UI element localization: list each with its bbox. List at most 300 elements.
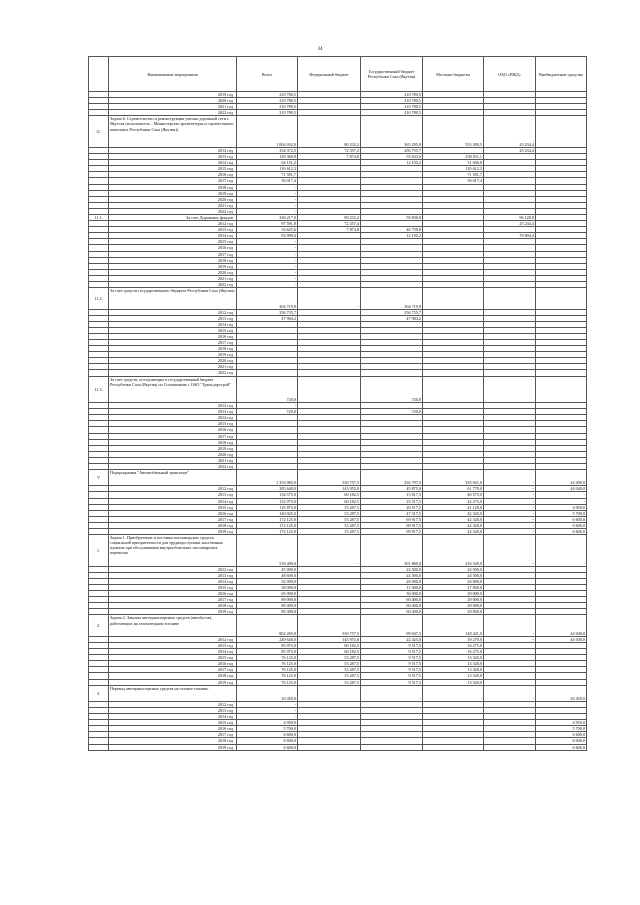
value-cell: 47 984,2 — [237, 315, 298, 321]
value-cell: 143 955,0 — [298, 486, 361, 492]
value-cell: 9 517,5 — [361, 661, 423, 667]
row-label-cell: 2014 год — [109, 498, 237, 504]
value-cell: 7 874,8 — [298, 227, 361, 233]
value-cell: 354 372,5 — [237, 147, 298, 153]
row-label-cell: 2021 год — [109, 364, 237, 370]
header-cell: Федеральный бюджет — [298, 57, 361, 92]
row-label-cell: 2019 год — [109, 744, 237, 750]
value-cell: 69 917,5 — [361, 529, 423, 535]
value-cell: 22 500,0 — [361, 566, 423, 572]
value-cell: 533 289,5 — [423, 116, 484, 148]
value-cell: 119 875,0 — [237, 504, 298, 510]
value-cell: 11 000,0 — [361, 585, 423, 591]
row-label-cell: 2013 год — [109, 409, 237, 415]
value-cell: 720,0 — [361, 409, 423, 415]
value-cell: 72 357,4 — [298, 147, 361, 153]
value-cell: - — [237, 282, 298, 288]
value-cell: 89 000,0 — [237, 597, 298, 603]
table-row — [89, 744, 587, 750]
row-label-cell: 2017 год — [109, 339, 237, 345]
value-cell: 29 000,0 — [423, 609, 484, 615]
value-cell: - — [237, 196, 298, 202]
value-cell: 518 400,0 — [237, 535, 298, 567]
row-label-cell: Подпрограмма "Автомобильный транспорт" — [109, 470, 237, 486]
row-label-cell: 2021 год — [109, 104, 237, 110]
value-cell: 85 975,0 — [237, 642, 298, 648]
row-label-cell: 2018 год — [109, 673, 237, 679]
row-label-cell: 2016 год — [109, 591, 237, 597]
value-cell: 9 517,5 — [361, 673, 423, 679]
value-cell: - — [237, 208, 298, 214]
value-cell: 1 353 065,0 — [237, 470, 298, 486]
value-cell: 13 320,0 — [423, 661, 484, 667]
value-cell: 9 517,5 — [361, 679, 423, 685]
row-label-cell: 2015 год — [109, 421, 237, 427]
value-cell: 60 182,5 — [298, 649, 361, 655]
value-cell: 230 011,1 — [423, 154, 484, 160]
value-cell: 6 600,0 — [536, 744, 587, 750]
row-label-cell: 2019 год — [109, 263, 237, 269]
row-label-cell: 2020 год — [109, 451, 237, 457]
value-cell: 42 320,0 — [423, 522, 484, 528]
value-cell: 96 128,8 — [484, 215, 536, 221]
header-cell: Внебюджетные средства — [536, 57, 587, 92]
row-label-cell: 2022 год — [109, 110, 237, 116]
value-cell: 59 836,0 — [361, 215, 423, 221]
row-label-cell: 2012 год — [109, 566, 237, 572]
value-cell: 53 287,5 — [298, 516, 361, 522]
value-cell: - — [484, 504, 536, 510]
row-label-cell: 2015 год — [109, 585, 237, 591]
value-cell: 210 780,5 — [361, 98, 423, 104]
value-cell: - — [484, 636, 536, 642]
value-cell: 210 780,5 — [237, 92, 298, 98]
value-cell: - — [536, 492, 587, 498]
row-label-cell: 2015 год — [109, 327, 237, 333]
header-cell: Государственный бюджет Республики Саха (Якутия) — [361, 57, 423, 92]
row-label-cell: 2021 год — [109, 275, 237, 281]
value-cell: 130 360,9 — [237, 154, 298, 160]
value-cell: 210 780,5 — [361, 110, 423, 116]
value-cell: - — [484, 470, 536, 486]
row-label-cell: 2016 год — [109, 427, 237, 433]
value-cell: 60 182,5 — [298, 642, 361, 648]
row-label-cell: За счет средств, поступающих в государственный бюджет Республики Саха (Якутия) по Соглашению с ОАО "Трансдорстрой" — [109, 376, 237, 403]
row-label-cell: Перевод автотранспортных средств на газовое топливо — [109, 685, 237, 701]
value-cell: 143 955,0 — [298, 636, 361, 642]
value-cell: - — [361, 685, 423, 701]
value-cell: 24 490,0 — [536, 470, 587, 486]
value-cell: 44 040,0 — [536, 636, 587, 642]
row-label-cell: 2022 год — [109, 282, 237, 288]
value-cell: 53 287,5 — [298, 510, 361, 516]
value-cell: 25 234,4 — [484, 221, 536, 227]
value-cell: 44 040,0 — [536, 486, 587, 492]
value-cell: 80 232,2 — [298, 215, 361, 221]
value-cell: 720,0 — [361, 376, 423, 403]
value-cell: 6 600,0 — [536, 732, 587, 738]
row-label-cell: 2017 год — [109, 732, 237, 738]
value-cell: - — [237, 190, 298, 196]
value-cell: 13 817,5 — [361, 492, 423, 498]
value-cell: - — [484, 498, 536, 504]
value-cell: 25 234,4 — [484, 147, 536, 153]
value-cell: 69 917,5 — [361, 522, 423, 528]
row-label-cell: 2019 год — [109, 92, 237, 98]
value-cell: 60 400,0 — [361, 597, 423, 603]
value-cell: 56 017,4 — [237, 178, 298, 184]
value-cell: 720,0 — [237, 376, 298, 403]
value-cell: 29 000,0 — [423, 603, 484, 609]
row-label-cell: Задача 2. Закупка автотранспортных средств (автобусов), работающих на газомоторном топливе — [109, 615, 237, 636]
financing-table — [88, 56, 587, 751]
value-cell: 72 357,4 — [298, 221, 361, 227]
row-label-cell: 2017 год — [109, 251, 237, 257]
row-label-cell: 2014 год — [109, 160, 237, 166]
value-cell: 4 950,0 — [536, 504, 587, 510]
row-label-cell: 2018 год — [109, 603, 237, 609]
value-cell: - — [484, 529, 536, 535]
value-cell: 236 217,0 — [237, 215, 298, 221]
value-cell: 44 040,0 — [536, 615, 587, 636]
value-cell: 40 575,0 — [423, 492, 484, 498]
value-cell: 802 265,0 — [237, 615, 298, 636]
table-row — [89, 470, 587, 486]
row-label-cell: 2019 год — [109, 190, 237, 196]
row-label-cell: 2020 год — [109, 269, 237, 275]
value-cell: 26 000,0 — [423, 578, 484, 584]
row-label-cell: Задача 6. Строительство и реконструкция улично-дорожной сети г. Якутска (исполнитель – Министерство архитектуры и строительного комплекса Республики Саха (Якутия)) — [109, 116, 237, 148]
row-number-cell — [89, 744, 109, 750]
table-row — [89, 685, 587, 701]
value-cell: 60 182,5 — [298, 492, 361, 498]
row-label-cell: 2018 год — [109, 257, 237, 263]
row-label-cell: 2018 год — [109, 184, 237, 190]
row-label-cell: 2019 год — [109, 529, 237, 535]
value-cell: 16 275,0 — [423, 649, 484, 655]
value-cell: 301 860,0 — [361, 535, 423, 567]
value-cell: 24 300,0 — [361, 572, 423, 578]
value-cell: - — [237, 184, 298, 190]
value-cell: - — [484, 486, 536, 492]
row-label-cell: 2012 год — [109, 403, 237, 409]
value-cell: 5 700,0 — [536, 510, 587, 516]
table-row — [89, 288, 587, 309]
value-cell: 39 270,0 — [423, 636, 484, 642]
value-cell: 56 017,4 — [423, 178, 484, 184]
row-label-cell: 2015 год — [109, 239, 237, 245]
row-label-cell: 2016 год — [109, 333, 237, 339]
row-label-cell: 2020 год — [109, 196, 237, 202]
value-cell: 64 151,2 — [237, 160, 298, 166]
value-cell: 26 000,0 — [361, 578, 423, 584]
value-cell: 9 517,5 — [361, 642, 423, 648]
row-label-cell: 2013 год — [109, 315, 237, 321]
value-cell: 89 400,0 — [237, 609, 298, 615]
row-label-cell: 2015 год — [109, 655, 237, 661]
value-cell: 13 320,0 — [423, 667, 484, 673]
row-number-cell: V — [89, 470, 109, 486]
value-cell: 9 517,5 — [361, 667, 423, 673]
value-cell: 6 600,0 — [536, 522, 587, 528]
value-cell: 47 317,5 — [361, 510, 423, 516]
value-cell: 76 125,0 — [237, 661, 298, 667]
row-label-cell: 2015 год — [109, 504, 237, 510]
value-cell: 172 125,0 — [237, 516, 298, 522]
row-label-cell: 2022 год — [109, 208, 237, 214]
value-cell: 29 000,0 — [423, 591, 484, 597]
value-cell: 13 320,0 — [423, 679, 484, 685]
value-cell: - — [536, 535, 587, 567]
value-cell: 89 400,0 — [237, 603, 298, 609]
value-cell — [298, 744, 361, 750]
value-cell: 51 046,0 — [423, 160, 484, 166]
value-cell: 1 004 032,0 — [237, 116, 298, 148]
row-number-cell: 3. — [89, 685, 109, 701]
row-label-cell: 2015 год — [109, 166, 237, 172]
row-label-cell: 2018 год — [109, 522, 237, 528]
value-cell: 5 700,0 — [536, 726, 587, 732]
value-cell — [423, 744, 484, 750]
value-cell: 172 125,0 — [237, 522, 298, 528]
value-cell: 36 000,0 — [361, 591, 423, 597]
row-label-cell: 2019 год — [109, 609, 237, 615]
value-cell: 4 950,0 — [536, 720, 587, 726]
value-cell: - — [237, 403, 298, 409]
row-label-cell: 2014 год — [109, 714, 237, 720]
value-cell: 42 275,0 — [423, 498, 484, 504]
value-cell: - — [484, 492, 536, 498]
value-cell: 6 600,0 — [237, 732, 298, 738]
row-label-cell: 2014 год — [109, 578, 237, 584]
value-cell: - — [423, 685, 484, 701]
row-label-cell: 2017 год — [109, 178, 237, 184]
value-cell: 7 874,8 — [298, 154, 361, 160]
value-cell: 110 612,3 — [237, 166, 298, 172]
value-cell: 76 125,0 — [237, 667, 298, 673]
value-cell: 256 735,7 — [361, 309, 423, 315]
value-cell — [484, 744, 536, 750]
row-label-cell: 2013 год — [109, 642, 237, 648]
row-label-cell: 2016 год — [109, 510, 237, 516]
row-label-cell: 2019 год — [109, 679, 237, 685]
value-cell: - — [484, 615, 536, 636]
value-cell: 29 000,0 — [423, 597, 484, 603]
value-cell: 80 232,2 — [298, 116, 361, 148]
value-cell: 27 000,0 — [423, 585, 484, 591]
row-number-cell: 11.1. — [89, 215, 109, 221]
value-cell: 6 600,0 — [237, 738, 298, 744]
value-cell: - — [237, 708, 298, 714]
value-cell: 54 625,6 — [237, 227, 298, 233]
value-cell: 45 000,0 — [237, 566, 298, 572]
row-number-cell: 11.3. — [89, 376, 109, 403]
value-cell: 30 450,0 — [536, 685, 587, 701]
row-label-cell: 2013 год — [109, 154, 237, 160]
value-cell: 4 950,0 — [237, 720, 298, 726]
value-cell: 292 797,5 — [361, 470, 423, 486]
value-cell: 6 600,0 — [237, 744, 298, 750]
value-cell: 22 500,0 — [423, 566, 484, 572]
value-cell: 41 120,0 — [423, 504, 484, 510]
value-cell: - — [237, 239, 298, 245]
row-label-cell: 2013 год — [109, 572, 237, 578]
value-cell: - — [484, 535, 536, 567]
row-label-cell: 2018 год — [109, 738, 237, 744]
value-cell: 13 320,0 — [423, 673, 484, 679]
value-cell: - — [484, 516, 536, 522]
row-label-cell: 2012 год — [109, 486, 237, 492]
value-cell: 249 640,0 — [237, 636, 298, 642]
value-cell: - — [237, 202, 298, 208]
value-cell: 53 287,5 — [298, 529, 361, 535]
value-cell: 47 984,2 — [361, 315, 423, 321]
value-cell: 45 875,0 — [361, 486, 423, 492]
row-label-cell: За счет Дорожных фондов — [109, 215, 237, 221]
value-cell: 42 320,0 — [423, 529, 484, 535]
value-cell: 97 591,8 — [237, 221, 298, 227]
row-label-cell: 2014 год — [109, 649, 237, 655]
value-cell: 6 600,0 — [536, 529, 587, 535]
row-label-cell: 2015 год — [109, 720, 237, 726]
row-label-cell: 2018 год — [109, 346, 237, 352]
value-cell: 172 125,0 — [237, 529, 298, 535]
row-label-cell: 2012 год — [109, 147, 237, 153]
value-cell: - — [237, 257, 298, 263]
header-cell: Наименование мероприятия — [109, 57, 237, 92]
value-cell: 12 105,2 — [361, 233, 423, 239]
value-cell: 76 125,0 — [237, 673, 298, 679]
row-label-cell: 2019 год — [109, 352, 237, 358]
row-label-cell: 2014 год — [109, 415, 237, 421]
table-header-row — [89, 57, 587, 92]
table-row — [89, 376, 587, 403]
value-cell — [536, 376, 587, 403]
value-cell: 25 234,4 — [484, 116, 536, 148]
value-cell: 210 780,5 — [237, 98, 298, 104]
value-cell: 530 757,5 — [298, 615, 361, 636]
row-label-cell: За счет средств государственного бюджета Республики Саха (Якутия) — [109, 288, 237, 309]
value-cell — [298, 376, 361, 403]
value-cell: 140 025,0 — [237, 510, 298, 516]
row-number-cell: 2. — [89, 615, 109, 636]
value-cell: 61 770,0 — [423, 486, 484, 492]
value-cell: - — [237, 275, 298, 281]
value-cell — [484, 376, 536, 403]
table-row — [89, 615, 587, 636]
value-cell — [361, 744, 423, 750]
row-label-cell: 2012 год — [109, 309, 237, 315]
value-cell: 304 719,9 — [237, 288, 298, 309]
value-cell — [423, 288, 484, 309]
value-cell: 53 287,5 — [298, 673, 361, 679]
value-cell: - — [298, 288, 361, 309]
value-cell: - — [237, 251, 298, 257]
value-cell: 60 400,0 — [361, 603, 423, 609]
row-label-cell: 2017 год — [109, 597, 237, 603]
value-cell: 53 287,5 — [298, 522, 361, 528]
value-cell — [536, 288, 587, 309]
value-cell: 53 287,5 — [298, 504, 361, 510]
row-label-cell: 2014 год — [109, 233, 237, 239]
table-row — [89, 116, 587, 148]
value-cell: 83 999,6 — [237, 233, 298, 239]
row-label-cell: 2018 год — [109, 439, 237, 445]
row-label-cell: 2014 год — [109, 321, 237, 327]
value-cell: 76 125,0 — [237, 679, 298, 685]
value-cell: 132 975,0 — [237, 498, 298, 504]
value-cell: 30 450,0 — [237, 685, 298, 701]
value-cell: - — [237, 701, 298, 707]
value-cell: 9 517,5 — [361, 655, 423, 661]
row-label-cell: 2021 год — [109, 202, 237, 208]
value-cell: 65 000,0 — [237, 591, 298, 597]
row-label-cell: 2020 год — [109, 98, 237, 104]
value-cell: 304 719,9 — [361, 288, 423, 309]
value-cell: 6 600,0 — [536, 516, 587, 522]
value-cell: 52 000,0 — [237, 578, 298, 584]
row-number-cell: 11.2. — [89, 288, 109, 309]
value-cell: 42 320,0 — [423, 516, 484, 522]
value-cell — [423, 376, 484, 403]
value-cell: 256 755,7 — [361, 147, 423, 153]
row-label-cell: 2020 год — [109, 358, 237, 364]
header-cell: Местные бюджеты — [423, 57, 484, 92]
value-cell: 12 105,2 — [361, 160, 423, 166]
value-cell: - — [536, 498, 587, 504]
value-cell: 355 021,0 — [423, 470, 484, 486]
row-label-cell: 2017 год — [109, 433, 237, 439]
value-cell: 16 275,0 — [423, 642, 484, 648]
value-cell: 71 591,7 — [423, 172, 484, 178]
value-cell — [298, 685, 361, 701]
value-cell: 60 182,5 — [298, 498, 361, 504]
value-cell: 216 540,0 — [423, 535, 484, 567]
value-cell: - — [237, 263, 298, 269]
value-cell: 530 757,5 — [298, 470, 361, 486]
value-cell: 53 287,5 — [298, 661, 361, 667]
row-label-cell: 2022 год — [109, 370, 237, 376]
value-cell: - — [237, 714, 298, 720]
value-cell: - — [484, 685, 536, 701]
value-cell: 25 517,5 — [361, 498, 423, 504]
value-cell: 128 421,0 — [423, 615, 484, 636]
value-cell: 76 125,0 — [237, 655, 298, 661]
value-cell: 210 780,5 — [361, 92, 423, 98]
value-cell: 53 287,5 — [298, 667, 361, 673]
row-label-cell: 2022 год — [109, 463, 237, 469]
value-cell: 256 735,7 — [237, 309, 298, 315]
value-cell: 48 600,0 — [237, 572, 298, 578]
header-cell: ОАО «РЖД» — [484, 57, 536, 92]
row-label-cell: 2017 год — [109, 667, 237, 673]
value-cell: 22 425,0 — [361, 636, 423, 642]
value-cell: 60 400,0 — [361, 609, 423, 615]
value-cell: 46 750,8 — [361, 227, 423, 233]
value-cell: 69 917,5 — [361, 516, 423, 522]
value-cell: 42 320,0 — [423, 510, 484, 516]
value-cell — [536, 116, 587, 148]
value-cell: 53 287,5 — [298, 679, 361, 685]
value-cell: 134 575,0 — [237, 492, 298, 498]
row-label-cell: 2012 год — [109, 701, 237, 707]
page-number: 34 — [317, 47, 323, 52]
value-cell: - — [484, 510, 536, 516]
row-number-cell: 11. — [89, 116, 109, 148]
value-cell: - — [237, 245, 298, 251]
row-label-cell: 2013 год — [109, 708, 237, 714]
value-cell: 9 517,5 — [361, 649, 423, 655]
